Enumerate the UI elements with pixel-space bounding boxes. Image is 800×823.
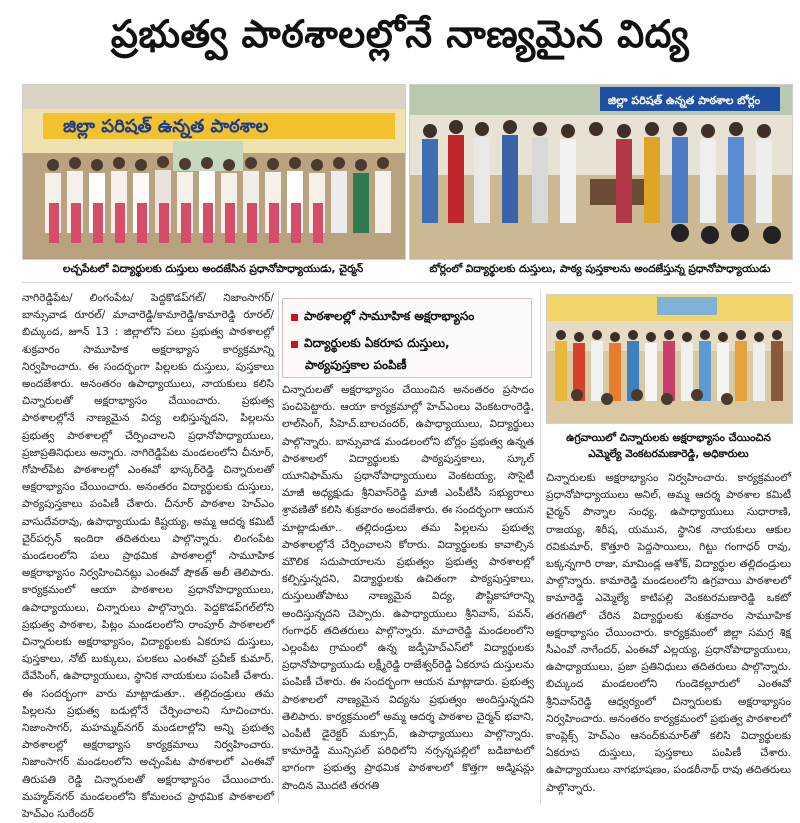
article-column-1 <box>22 290 274 821</box>
subhead-3 <box>283 355 531 377</box>
subhead-2-text: విద్యార్థులకు ఏకరూప దుస్తులు, <box>304 336 450 350</box>
column-divider-2 <box>540 290 541 804</box>
bullet-icon <box>291 314 298 321</box>
photo-left-banner: జిల్లా పరిషత్ ఉన్నత పాఠశాల <box>63 116 269 137</box>
photo-small-caption-line1: ఉగ్రవాయిలో చిన్నారులకు అక్షరాభ్యాసం చేయించిన <box>566 432 771 444</box>
subhead-3-text: పాఠ్యపుస్తకాల పంపిణీ <box>305 358 407 372</box>
photo-small-image <box>547 295 792 423</box>
photo-small-caption <box>546 430 791 462</box>
article-column-2 <box>282 382 534 804</box>
divider-top <box>22 282 791 283</box>
article-column-1-text: నాగిరెడ్డిపేట/ లింగంపేట/ పెద్దకొడప్‌గల్/ నిజాంసాగర్/ బాన్సువాడ రూరల్/ మాచారెడ్డి/కామారెడ్డి/కామారెడ్డి రూరల్/ బిచ్కుంద, జూన్ 13 : జిల్లాలోని పలు ప్రభుత్వ పాఠశాలల్లో శుక్రవారం సామూహిక అక్షరాభ్యాస కార్యక్రమాన్ని నిర్వహించారు. ఈ సందర్భంగా పిల్లలకు దుస్తులు, పుస్తకాలు అందజేశారు. అనంతరం ఉపాధ్యాయులు, నాయకులు కలిసి చిన్నారులతో అక్షరాభ్యాసం చేయించారు. ప్రభుత్వ పాఠశాలల్లోనే నాణ్యమైన విద్య లభిస్తున్నదని, పిల్లలను ప్రభుత్వ పాఠశాలల్లో చేర్పించాలని ప్రధానోపాధ్యాయులు, ప్రజాప్రతినిధులు అన్నారు. నాగిరెడ్డిపేట మండలంలోని చీనూర్, గోపాల్‌పేట పాఠశాలల్లో ఎంఈవో భాస్కర్‌రెడ్డి చిన్నారులతో అక్షరాభ్యాసం చేయించారు. అనంతరం విద్యార్థులకు దుస్తులు, పాఠ్యపుస్తకాలు పంపిణీ చేశారు. చీనూర్ పాఠశాల హెచ్‌ఎం వాసుదేవరావు, ఉపాధ్యాయుడు కిష్టయ్య, అమ్మ ఆదర్శ కమిటీ చైర్‌పర్సన్ ఇందిరా తదితరులు పాల్గొన్నారు. లింగంపేట మండలంలోని పలు ప్రాథమిక పాఠశాలల్లో సామూహిక అక్షరాభ్యాసం నిర్వహించినట్లు ఎంఈవో షౌకత్ అలీ తెలిపారు. కార్యక్రమంలో ఆయా పాఠశాలల ప్రధానోపాధ్యాయులు, ఉపాధ్యాయులు, చిన్నారులు పాల్గొన్నారు. పెద్దకొడప్‌గల్‌లోని ప్రభుత్వ పాఠశాల, పిట్లం మండలంలోని రాంపూర్ పాఠశాలలో చిన్నారులకు అక్షరాభ్యాసం, విద్యార్థులకు ఏకరూప దుస్తులు, పుస్తకాలు, నోట్ బుక్కులు, పలకలు ఎంఈవో ప్రవీణ్ కుమార్, దేవేసింగ్, ఉపాధ్యాయులు, స్థానిక నాయకులు పంపిణీ చేశారు. ఈ సందర్భంగా వారు మాట్లాడుతూ.. తల్లిదండ్రులు తమ పిల్లలను ప్రభుత్వ బడుల్లోనే చేర్పించాలని సూచించారు. నిజాంసాగర్, మహమ్మద్‌నగర్ మండలాల్లోని అన్ని ప్రభుత్వ పాఠశాలల్లో అక్షరాభ్యాస కార్యక్రమాలు నిర్వహించారు. నిజాంసాగర్ మండలంలోని అచ్చంపేట పాఠశాలలో ఎంఈవో తిరుపతి రెడ్డి చిన్నారులతో అక్షరాభ్యాసం చేయించారు. మహ్మద్‌నగర్ మండలంలోని కోమలంచ ప్రాథమిక పాఠశాలలో హెచ్‌ఎం సురేందర్ <box>22 292 274 821</box>
subhead-1-text: పాఠశాలల్లో సామూహిక అక్షరాభ్యాసం <box>304 309 475 323</box>
photo-left-caption-text: లచ్చపేటలో విద్యార్థులకు దుస్తులు అందజేసిన ప్రధానోపాధ్యాయుడు, చైర్మన్ <box>62 263 364 275</box>
subhead-box <box>282 298 532 378</box>
column-divider-1 <box>278 290 279 804</box>
photo-right-image <box>410 85 792 259</box>
photo-left-caption <box>22 262 404 276</box>
photo-left <box>22 84 406 260</box>
subhead-2 <box>283 328 531 355</box>
photo-right-caption-text: బోర్లంలో విద్యార్థులకు దుస్తులు, పాఠ్య పుస్తకాలను అందజేస్తున్న ప్రధానోపాధ్యాయుడు <box>429 263 771 275</box>
photo-right <box>409 84 793 260</box>
article-column-2-text: చిన్నారులతో అక్షరాభ్యాసం చేయించిన అనంతరం ప్రసాదం పంచిపెట్టారు. ఆయా కార్యక్రమాల్లో హెచ్‌ఎంలు వెంకటరాంరెడ్డి, లాల్‌సింగ్, సీహెచ్.బాలచందర్, ఉపాధ్యాయులు, విద్యార్థులు పాల్గొన్నారు. బాన్సువాడ మండలంలోని బోర్లం ప్రభుత్వ ఉన్నత పాఠశాలలో విద్యార్థులకు పాఠ్యపుస్తకాలు, స్కూల్ యూనిఫామ్‌ను ప్రధానోపాధ్యాయులు వెంకటయ్య, సొసైటీ మాజీ అధ్యక్షుడు శ్రీనివాస్‌రెడ్డి మాజీ ఎంపీటీసీ సభ్యురాలు శ్రావణితో కలిసి శుక్రవారం అందజేశారు. ఈ సందర్భంగా ఆయన మాట్లాడుతూ.. తల్లిదండ్రులు తమ పిల్లలను ప్రభుత్వ పాఠశాలల్లోనే చేర్పించాలని కోరారు. విద్యార్థులకు కావాల్సిన మౌలిక సదుపాయాలను ప్రభుత్వం ప్రభుత్వ పాఠశాలల్లో కల్పిస్తున్నదని, విద్యార్థులకు ఉచితంగా పాఠ్యపుస్తకాలు, దుస్తులుతోపాటు నాణ్యమైన విద్య, పౌష్టికాహారాన్ని అందిస్తున్నదని చెప్పారు. ఉపాధ్యాయులు శ్రీనివాస్, పవన్, గంగాధర్ తదితరులు పాల్గొన్నారు. మాచారెడ్డి మండలంలోని ఎల్లంపేట గ్రామంలో ఉన్న జడ్పీహెచ్‌ఎస్‌లో విద్యార్థులకు ప్రధానోపాధ్యాయుడు లక్ష్మీరెడ్డి రాజేశ్వర్‌రెడ్డి ఏకరూప దుస్తులను పంపిణీ చేశారు. ఈ సందర్భంగా ఆయన మాట్లాడారు. ప్రభుత్వ పాఠశాలలో నాణ్యమైన విద్యను ప్రభుత్వం అందిస్తున్నదని తెలిపారు. కార్యక్రమంలో అమ్మ ఆదర్శ పాఠశాల చైర్మన్ భవాని, ఎంపీటీ డైరెక్టర్ మక్సూద్, ఉపాధ్యాయులు పాల్గొన్నారు. కామారెడ్డి మున్సిపల్ పరిధిలోని నర్సన్నపల్లిలో బడిబాటలో భాగంగా ప్రభుత్వ ప్రాథమిక పాఠశాలలో కొత్తగా అడ్మిషన్లు పొందిన మొదటి తరగతి <box>282 384 534 792</box>
photo-small-caption-line2: ఎమ్మెల్యే వెంకటరమణారెడ్డి, అధికారులు <box>588 448 749 460</box>
photo-left-image <box>23 85 405 259</box>
photo-small <box>546 294 793 424</box>
article-column-3-text: చిన్నారులకు అక్షరాభ్యాసం నిర్వహించారు. కార్యక్రమంలో ప్రధానోపాధ్యాయులు అనిల్, అమ్మ ఆదర్శ పాఠశాల కమిటీ చైర్మన్ పొన్నాల సంధ్య, ఉపాధ్యాయులు సుధారాణి, రాజయ్య, శిరీష, యమున, స్థానిక నాయకులు ఆకుల రవికుమార్, కొత్తూరి పెద్దసాయిలు, గిట్టు గంగాధర్ రావు, బక్కన్నగారి రాజు, మామిండ్ల ఆశోక్, విద్యార్థుల తల్లిదండ్రులు పాల్గొన్నారు. కామారెడ్డి మండలంలోని ఉగ్రవాయి పాఠశాలలో కామారెడ్డి ఎమ్మెల్యే కాటిపల్లి వెంకటరమణారెడ్డి ఒకటో తరగతిలో చేరిన విద్యార్థులకు శుక్రవారం సామూహిక అక్షరాభ్యాసం చేయించారు. కార్యక్రమంలో జిల్లా సమగ్ర శిక్ష సీఎంవో నాగేందర్, ఎంఈవో ఎల్లయ్య, ప్రధానోపాధ్యాయులు, ఉపాధ్యాయులు, ప్రజా ప్రతినిధులు తదితరులు పాల్గొన్నారు. బిచ్కుంద మండలంలోని గుండెకల్లూరులో ఎంఈవో శ్రీనివాస్‌రెడ్డి ఆధ్వర్యంలో చిన్నారులకు అక్షరాభ్యాసం నిర్వహించారు. అనంతరం కార్యక్రమంలో ప్రభుత్వ పాఠశాలలో కాంప్లెక్స్ హెచ్‌ఎం ఆనంద్‌కుమార్‌తో కలిసి విద్యార్థులకు ఏకరూప దుస్తులు, పుస్తకాలు పంపిణీ చేశారు. ఉపాధ్యాయులు నాగభూషణం, పండరీనాథ్ రావు తదితరులు పాల్గొన్నారు. <box>546 472 791 794</box>
bullet-icon <box>291 341 298 348</box>
subhead-1 <box>283 299 531 328</box>
headline: ప్రభుత్వ పాఠశాలల్లోనే నాణ్యమైన విద్య <box>110 12 690 56</box>
photo-right-caption <box>409 262 791 276</box>
article-column-3 <box>546 470 791 804</box>
photo-right-banner: జిల్లా పరిషత్ ఉన్నత పాఠశాల బోర్లం <box>608 94 761 107</box>
